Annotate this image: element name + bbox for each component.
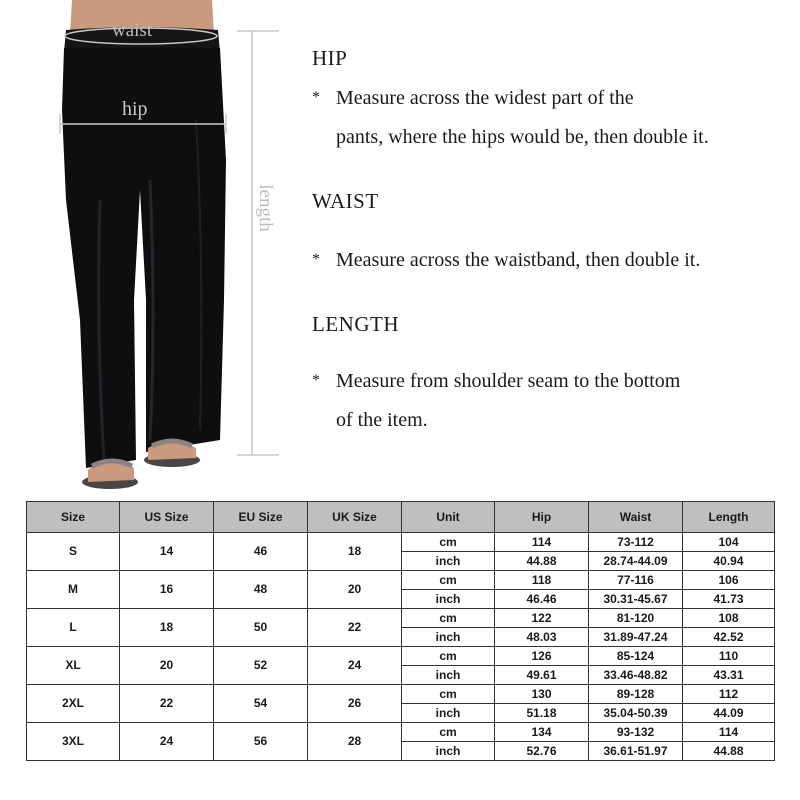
length-cell: 44.09 (683, 704, 775, 723)
waist-cell: 35.04-50.39 (589, 704, 683, 723)
hip-instruction-line-1: Measure across the widest part of the (336, 87, 634, 109)
us-size-cell: 14 (120, 533, 214, 571)
unit-cell: cm (402, 571, 495, 590)
pants-illustration (0, 0, 300, 495)
table-row (27, 571, 775, 590)
waist-cell: 28.74-44.09 (589, 552, 683, 571)
hip-label: hip (122, 98, 148, 120)
length-instruction (312, 370, 680, 393)
unit-cell: inch (402, 704, 495, 723)
unit-cell: cm (402, 647, 495, 666)
table-row (27, 685, 775, 704)
size-cell: 3XL (27, 723, 120, 761)
hip-cell: 130 (495, 685, 589, 704)
hip-instruction-line-2: pants, where the hips would be, then double it. (336, 126, 709, 148)
table-row (27, 723, 775, 742)
us-size-cell: 22 (120, 685, 214, 723)
hip-cell: 46.46 (495, 590, 589, 609)
waist-instruction-line-1: Measure across the waistband, then double it. (336, 249, 701, 271)
size-cell: M (27, 571, 120, 609)
uk-size-cell: 22 (308, 609, 402, 647)
unit-cell: inch (402, 590, 495, 609)
unit-cell: inch (402, 552, 495, 571)
header-unit: Unit (402, 502, 495, 533)
header-eu-size: EU Size (214, 502, 308, 533)
waist-cell: 81-120 (589, 609, 683, 628)
bullet-icon: * (312, 372, 320, 389)
unit-cell: cm (402, 533, 495, 552)
length-heading: LENGTH (312, 312, 399, 336)
uk-size-cell: 18 (308, 533, 402, 571)
length-label: length (255, 184, 276, 232)
hip-cell: 118 (495, 571, 589, 590)
waist-cell: 36.61-51.97 (589, 742, 683, 761)
hip-cell: 134 (495, 723, 589, 742)
size-cell: 2XL (27, 685, 120, 723)
eu-size-cell: 46 (214, 533, 308, 571)
hip-cell: 52.76 (495, 742, 589, 761)
hip-cell: 48.03 (495, 628, 589, 647)
header-size: Size (27, 502, 120, 533)
product-figure (0, 0, 300, 495)
waist-cell: 30.31-45.67 (589, 590, 683, 609)
length-cell: 108 (683, 609, 775, 628)
unit-cell: inch (402, 628, 495, 647)
waist-instruction (312, 249, 700, 272)
header-uk-size: UK Size (308, 502, 402, 533)
length-cell: 40.94 (683, 552, 775, 571)
us-size-cell: 24 (120, 723, 214, 761)
unit-cell: cm (402, 685, 495, 704)
length-cell: 44.88 (683, 742, 775, 761)
eu-size-cell: 50 (214, 609, 308, 647)
length-cell: 114 (683, 723, 775, 742)
uk-size-cell: 26 (308, 685, 402, 723)
length-cell: 106 (683, 571, 775, 590)
eu-size-cell: 56 (214, 723, 308, 761)
length-cell: 42.52 (683, 628, 775, 647)
unit-cell: cm (402, 723, 495, 742)
size-cell: L (27, 609, 120, 647)
length-cell: 110 (683, 647, 775, 666)
eu-size-cell: 52 (214, 647, 308, 685)
hip-cell: 114 (495, 533, 589, 552)
uk-size-cell: 20 (308, 571, 402, 609)
eu-size-cell: 54 (214, 685, 308, 723)
bullet-icon: * (312, 89, 320, 106)
hip-instruction (312, 87, 634, 110)
length-cell: 112 (683, 685, 775, 704)
table-row (27, 647, 775, 666)
waist-label: waist (112, 20, 153, 41)
us-size-cell: 20 (120, 647, 214, 685)
length-cell: 41.73 (683, 590, 775, 609)
waist-cell: 31.89-47.24 (589, 628, 683, 647)
unit-cell: cm (402, 609, 495, 628)
eu-size-cell: 48 (214, 571, 308, 609)
us-size-cell: 18 (120, 609, 214, 647)
hip-cell: 122 (495, 609, 589, 628)
hip-cell: 126 (495, 647, 589, 666)
length-cell: 43.31 (683, 666, 775, 685)
header-us-size: US Size (120, 502, 214, 533)
waist-cell: 93-132 (589, 723, 683, 742)
waist-cell: 77-116 (589, 571, 683, 590)
length-instruction-line-1: Measure from shoulder seam to the bottom (336, 370, 681, 392)
uk-size-cell: 28 (308, 723, 402, 761)
header-length: Length (683, 502, 775, 533)
waist-heading: WAIST (312, 189, 379, 213)
length-instruction-line-2: of the item. (336, 409, 428, 431)
length-cell: 104 (683, 533, 775, 552)
us-size-cell: 16 (120, 571, 214, 609)
header-hip: Hip (495, 502, 589, 533)
table-header-row (27, 502, 775, 533)
table-row (27, 609, 775, 628)
waist-cell: 73-112 (589, 533, 683, 552)
waist-cell: 33.46-48.82 (589, 666, 683, 685)
waist-cell: 85-124 (589, 647, 683, 666)
uk-size-cell: 24 (308, 647, 402, 685)
unit-cell: inch (402, 742, 495, 761)
waist-cell: 89-128 (589, 685, 683, 704)
table-row (27, 533, 775, 552)
unit-cell: inch (402, 666, 495, 685)
hip-heading: HIP (312, 46, 348, 70)
hip-cell: 44.88 (495, 552, 589, 571)
bullet-icon: * (312, 251, 320, 268)
hip-cell: 49.61 (495, 666, 589, 685)
size-cell: S (27, 533, 120, 571)
hip-cell: 51.18 (495, 704, 589, 723)
size-cell: XL (27, 647, 120, 685)
size-chart-table (26, 501, 775, 761)
header-waist: Waist (589, 502, 683, 533)
